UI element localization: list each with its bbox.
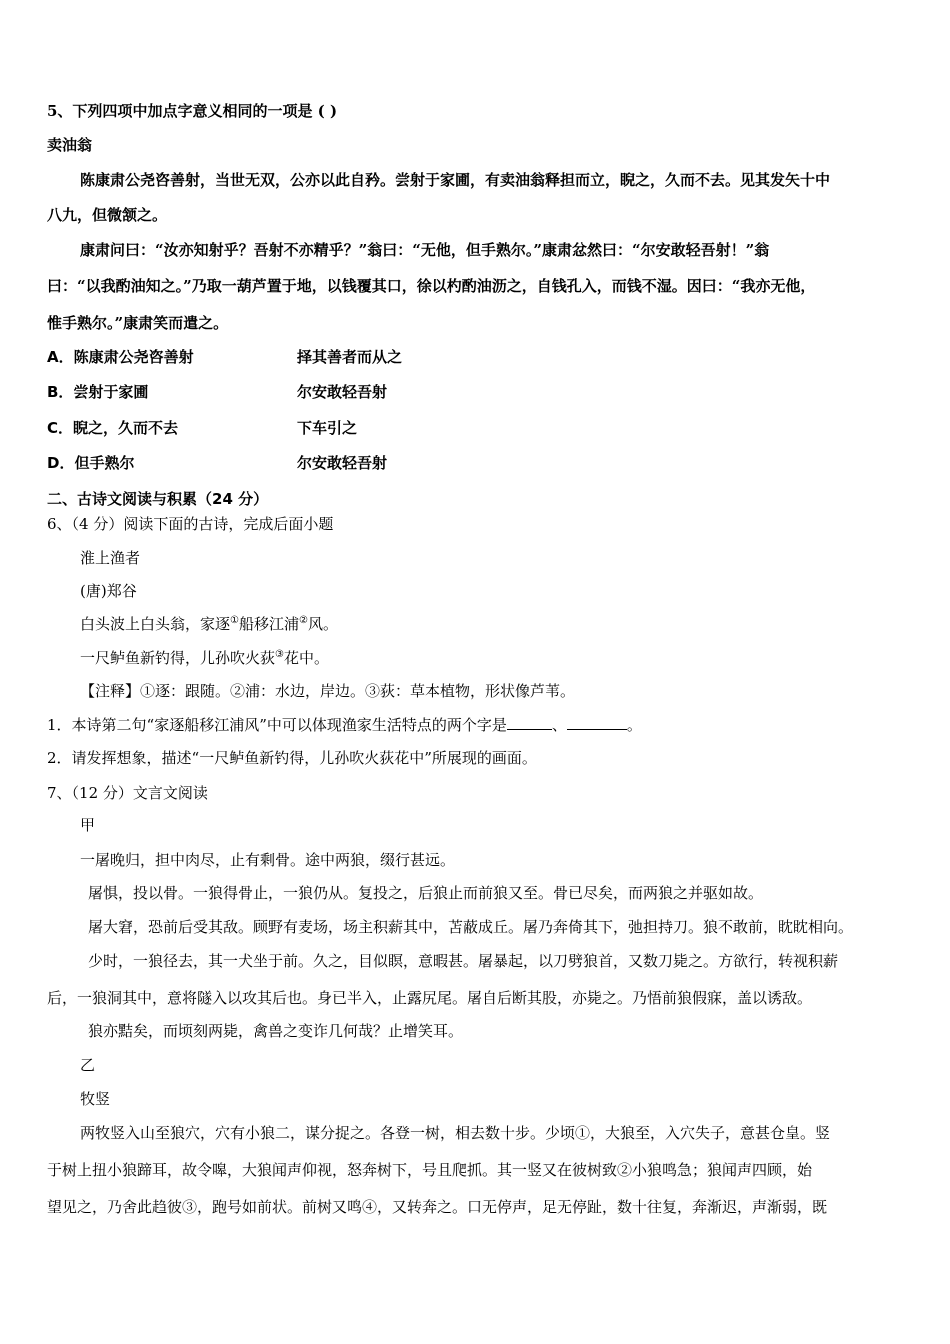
q5-option-a [47, 347, 927, 367]
q6-sub-1 [47, 715, 642, 735]
answer-blank[interactable] [567, 715, 627, 730]
q6-sub-2: 2．请发挥想象，描述“一尺鲈鱼新钓得，儿孙吹火荻花中”所展现的画面。 [47, 749, 537, 767]
passage-title: 牧竖 [80, 1090, 111, 1108]
q5-passage-line: 陈康肃公尧咨善射，当世无双，公亦以此自矜。尝射于家圃，有卖油翁释担而立，睨之，久而不去。见其发矢十中 [80, 171, 831, 189]
passage-line: 屠大窘，恐前后受其敌。顾野有麦场，场主积薪其中，苫蔽成丘。屠乃奔倚其下，弛担持刀。狼不敢前，眈眈相向。 [88, 918, 854, 936]
passage-line: 后，一狼洞其中，意将隧入以攻其后也。身已半入，止露尻尾。屠自后断其股，亦毙之。乃悟前狼假寐，盖以诱敌。 [47, 989, 813, 1007]
passage-label-yi: 乙 [80, 1056, 96, 1074]
poem-line-1 [80, 614, 338, 634]
option-right: 尔安敢轻吾射 [297, 454, 388, 472]
poem-text: 白头波上白头翁，家逐 [80, 615, 231, 633]
footnote-marker: ② [299, 615, 308, 626]
option-left: D．但手熟尔 [47, 454, 135, 472]
question-text: 、 [551, 716, 567, 734]
passage-line: 一屠晚归，担中肉尽，止有剩骨。途中两狼，缀行甚远。 [80, 851, 456, 869]
q5-option-b [47, 382, 927, 402]
poem-author: (唐)郑谷 [80, 582, 137, 600]
q6-stem: 6、（4 分）阅读下面的古诗，完成后面小题 [47, 515, 334, 533]
q7-stem: 7、（12 分）文言文阅读 [47, 784, 208, 802]
poem-text: 船移江浦 [238, 615, 299, 633]
poem-text: 花中。 [283, 649, 329, 667]
footnote-marker: ① [230, 615, 239, 626]
poem-text: 一尺鲈鱼新钓得，儿孙吹火荻 [80, 649, 276, 667]
footnote-marker: ③ [275, 649, 284, 660]
poem-text: 风。 [307, 615, 338, 633]
q5-passage-title: 卖油翁 [47, 136, 93, 154]
q5-passage-line: 八九，但微颔之。 [47, 206, 168, 224]
passage-label-jia: 甲 [80, 816, 96, 834]
q5-passage-line: 惟手熟尔。”康肃笑而遣之。 [47, 314, 229, 332]
q5-stem: 5、下列四项中加点字意义相同的一项是 ( ) [47, 102, 338, 120]
option-left: A．陈康肃公尧咨善射 [47, 348, 194, 366]
section-heading: 二、古诗文阅读与积累（24 分） [47, 490, 269, 508]
option-right: 尔安敢轻吾射 [297, 383, 388, 401]
poem-title: 淮上渔者 [80, 549, 141, 567]
passage-line: 两牧竖入山至狼穴，穴有小狼二，谋分捉之。各登一树，相去数十步。少顷①，大狼至，入穴失子，意甚仓皇。竖 [80, 1124, 831, 1142]
poem-note: 【注释】①逐：跟随。②浦：水边，岸边。③荻：草本植物，形状像芦苇。 [80, 682, 576, 700]
question-text: 。 [626, 716, 642, 734]
passage-line: 少时，一狼径去，其一犬坐于前。久之，目似瞑，意暇甚。屠暴起，以刀劈狼首，又数刀毙之。方欲行，转视积薪 [88, 952, 839, 970]
q5-option-d [47, 453, 927, 473]
option-right: 择其善者而从之 [297, 348, 403, 366]
question-text: 1．本诗第二句“家逐船移江浦风”中可以体现渔家生活特点的两个字是 [47, 716, 507, 734]
q5-passage-line: 康肃问曰：“汝亦知射乎？吾射不亦精乎？”翁曰：“无他，但手熟尔。”康肃忿然曰：“尔安敢轻吾射！”翁 [80, 241, 770, 259]
passage-line: 狼亦黠矣，而顷刻两毙，禽兽之变诈几何哉？止增笑耳。 [88, 1022, 464, 1040]
answer-blank[interactable] [507, 715, 552, 730]
passage-line: 于树上扭小狼蹄耳，故令嗥，大狼闻声仰视，怒奔树下，号且爬抓。其一竖又在彼树致②小狼鸣急；狼闻声四顾，始 [47, 1161, 813, 1179]
option-right: 下车引之 [297, 419, 358, 437]
q5-option-c [47, 418, 927, 438]
option-left: C．睨之，久而不去 [47, 419, 179, 437]
passage-line: 望见之，乃舍此趋彼③，跑号如前状。前树又鸣④，又转奔之。口无停声，足无停趾，数十往复，奔渐迟，声渐弱，既 [47, 1198, 828, 1216]
passage-line: 屠惧，投以骨。一狼得骨止，一狼仍从。复投之，后狼止而前狼又至。骨已尽矣，而两狼之并驱如故。 [88, 884, 764, 902]
poem-line-2 [80, 648, 329, 668]
option-left: B．尝射于家圃 [47, 383, 149, 401]
q5-passage-line: 曰：“以我酌油知之。”乃取一葫芦置于地，以钱覆其口，徐以杓酌油沥之，自钱孔入，而钱不湿。因曰：“我亦无他， [47, 277, 816, 295]
